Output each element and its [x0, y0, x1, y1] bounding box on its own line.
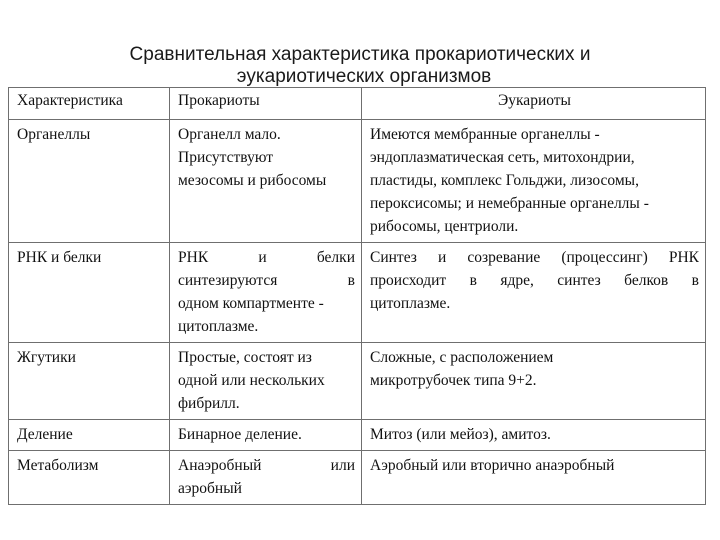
- cell-line: аэробный: [178, 480, 242, 497]
- row-prokaryotes-cell: [170, 120, 362, 243]
- header-prokaryotes: Прокариоты: [170, 88, 362, 120]
- table-row: [9, 243, 706, 343]
- row-prokaryotes-cell: [170, 243, 362, 343]
- cell-line: Органелл мало.: [178, 126, 281, 143]
- cell-line: Имеются мембранные органеллы -: [370, 126, 600, 143]
- cell-line: Синтез и созревание (процессинг) РНК: [370, 249, 699, 266]
- row-characteristic: Органеллы: [9, 120, 170, 243]
- cell-line: одной или нескольких: [178, 372, 325, 389]
- cell-line: РНК и белки: [178, 249, 355, 266]
- row-characteristic: РНК и белки: [9, 243, 170, 343]
- header-eukaryotes: Эукариоты: [362, 88, 706, 120]
- row-prokaryotes-cell: [170, 420, 362, 451]
- row-characteristic: Жгутики: [9, 343, 170, 420]
- page-title: [0, 44, 720, 88]
- cell-line: фибрилл.: [178, 395, 240, 412]
- row-eukaryotes-cell: [362, 120, 706, 243]
- cell-line: цитоплазме.: [370, 295, 451, 312]
- row-eukaryotes-cell: [362, 420, 706, 451]
- row-eukaryotes-cell: [362, 451, 706, 505]
- table-row: [9, 343, 706, 420]
- cell-line: пластиды, комплекс Гольджи, лизосомы,: [370, 172, 639, 189]
- cell-line: Анаэробный или: [178, 457, 355, 474]
- cell-line: цитоплазме.: [178, 318, 259, 335]
- table-row: [9, 120, 706, 243]
- cell-line: синтезируются в: [178, 272, 355, 289]
- header-characteristic: Характеристика: [9, 88, 170, 120]
- title-line-2: эукариотических организмов: [236, 66, 492, 87]
- row-eukaryotes-cell: [362, 343, 706, 420]
- cell-line: Сложные, с расположением: [370, 349, 554, 366]
- comparison-table: [8, 87, 706, 505]
- cell-line: происходит в ядре, синтез белков в: [370, 272, 699, 289]
- row-prokaryotes-cell: [170, 343, 362, 420]
- cell-line: эндоплазматическая сеть, митохондрии,: [370, 149, 635, 166]
- cell-line: одном компартменте -: [178, 295, 324, 312]
- cell-line: Митоз (или мейоз), амитоз.: [370, 426, 551, 443]
- cell-line: Бинарное деление.: [178, 426, 302, 443]
- row-eukaryotes-cell: [362, 243, 706, 343]
- table-row: [9, 420, 706, 451]
- table-row: [9, 451, 706, 505]
- title-line-1: Сравнительная характеристика прокариотических и: [129, 44, 591, 65]
- row-characteristic: Деление: [9, 420, 170, 451]
- row-prokaryotes-cell: [170, 451, 362, 505]
- cell-line: Простые, состоят из: [178, 349, 312, 366]
- row-characteristic: Метаболизм: [9, 451, 170, 505]
- cell-line: микротрубочек типа 9+2.: [370, 372, 537, 389]
- cell-line: мезосомы и рибосомы: [178, 172, 327, 189]
- table-header-row: [9, 88, 706, 120]
- cell-line: рибосомы, центриоли.: [370, 218, 519, 235]
- cell-line: Аэробный или вторично анаэробный: [370, 457, 615, 474]
- cell-line: Присутствуют: [178, 149, 273, 166]
- cell-line: пероксисомы; и немебранные органеллы -: [370, 195, 649, 212]
